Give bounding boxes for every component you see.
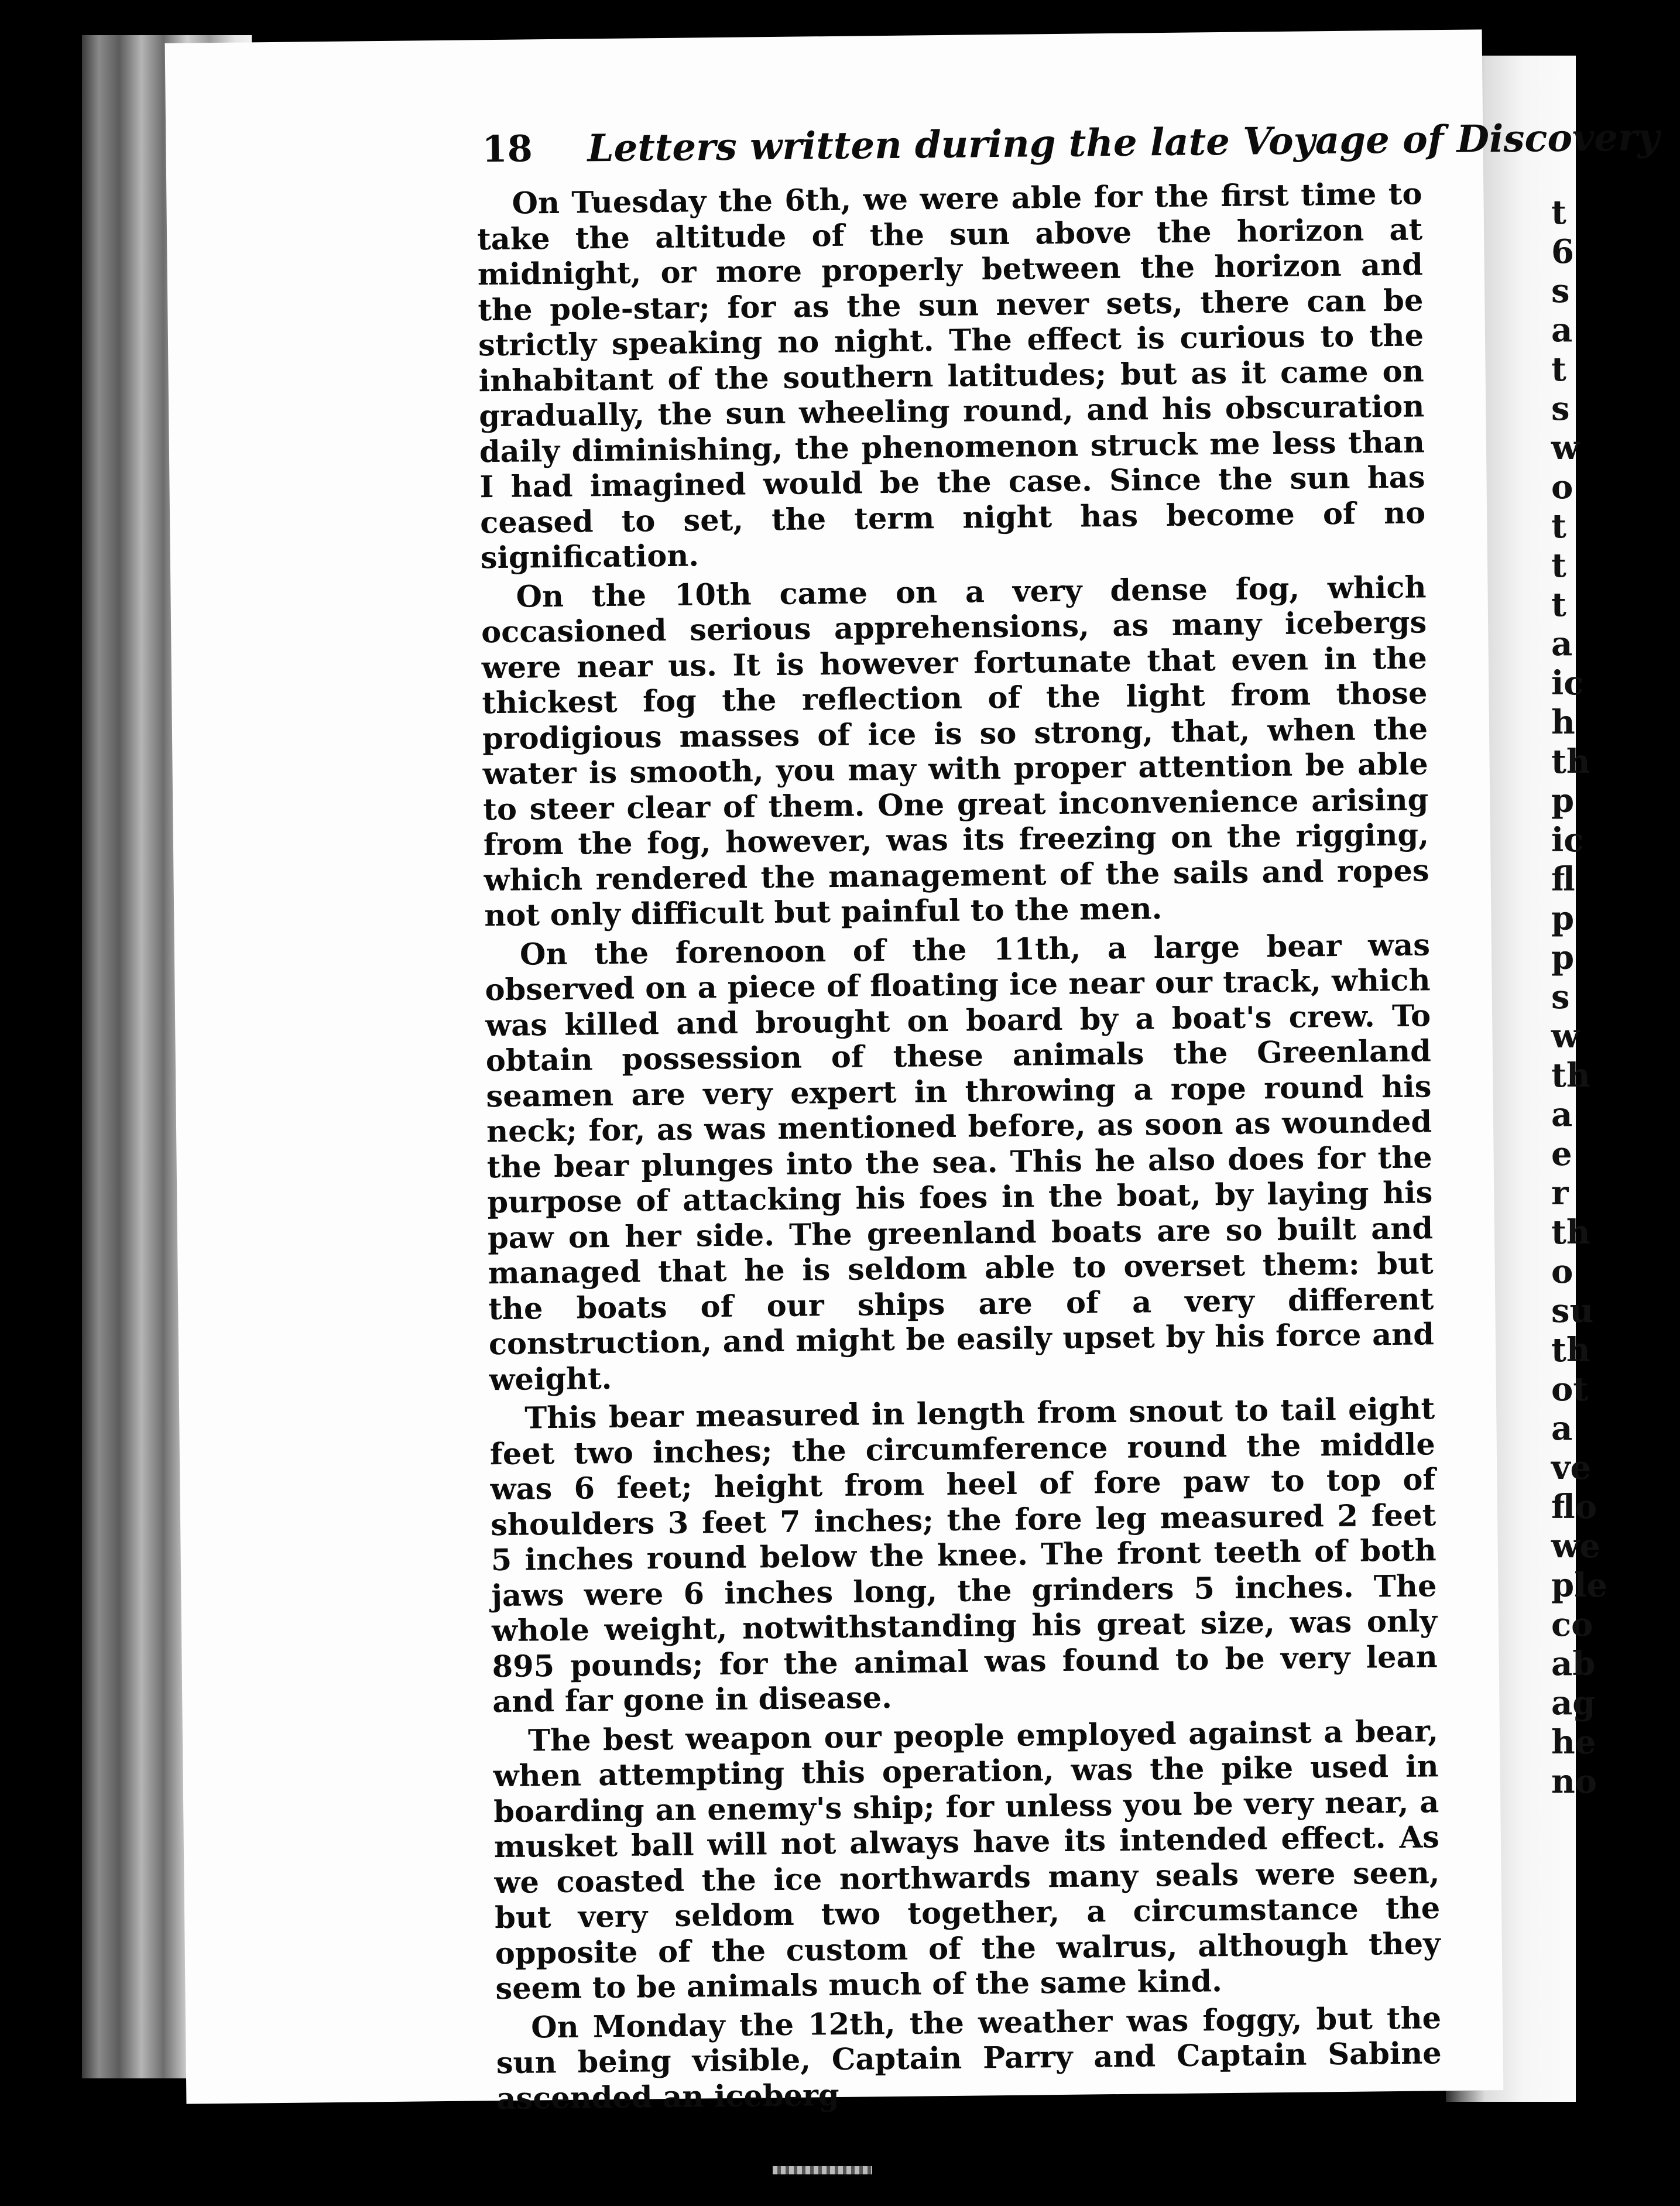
next-page-fragment: th: [1551, 1056, 1590, 1095]
next-page-fragment: a: [1551, 1409, 1573, 1448]
next-page-fragment: h: [1551, 703, 1575, 742]
next-page-fragment: ve: [1551, 1448, 1592, 1487]
next-page-fragment: no: [1551, 1762, 1597, 1801]
next-page-fragment: th: [1551, 1331, 1590, 1369]
next-page-fragment: ic: [1551, 664, 1584, 703]
next-page-fragment: o: [1551, 1252, 1573, 1291]
next-page-fragment: p: [1551, 938, 1575, 977]
next-page-fragment: o: [1551, 468, 1573, 506]
page-number: 18: [482, 127, 533, 171]
next-page-fragment: ab: [1551, 1645, 1596, 1683]
next-page-fragment: su: [1551, 1292, 1594, 1330]
next-page-fragment: fl: [1551, 860, 1575, 899]
next-page-fragment: p: [1551, 899, 1575, 938]
scan-footer-mark: [773, 2166, 872, 2174]
next-page-fragment: t: [1551, 546, 1566, 585]
next-page-fragment: a: [1551, 625, 1573, 663]
next-page-fragment: p: [1551, 782, 1575, 820]
page-header: [482, 115, 1660, 180]
next-page-fragment: ot: [1551, 1370, 1589, 1409]
running-title: Letters written during the late Voyage of Discovery: [587, 115, 1660, 171]
next-page-fragment: ic: [1551, 821, 1584, 859]
next-page-fragment: t: [1551, 507, 1566, 546]
body-text: [476, 176, 1442, 2116]
next-page-fragment: co: [1551, 1605, 1593, 1644]
paragraph: The best weapon our people employed against a bear, when attempting this operation, was the pike used in boarding an enemy's ship; for unless you be very near, a musket ball will not always have its intended effect. As we coasted the ice northwards many seals were seen, but very seldom two together, a circumstance the opposite of the custom of the walrus, although they seem to be animals much of the same kind.: [493, 1713, 1441, 2007]
next-page-fragment: w: [1551, 1017, 1580, 1056]
next-page-fragment: th: [1551, 742, 1590, 781]
paragraph: On Monday the 12th, the weather was foggy, but the sun being visible, Captain Parry and Captain Sabine ascended an iceberg: [496, 2000, 1442, 2116]
book-page: [165, 29, 1660, 2116]
next-page-fragment: 6: [1551, 232, 1574, 271]
next-page-fragment: s: [1551, 978, 1570, 1016]
paragraph: This bear measured in length from snout to tail eight feet two inches; the circumference round the middle was 6 feet; height from heel of fore paw to top of shoulders 3 feet 7 inches; the fore leg measured 2 feet 5 inches round below the knee. The front teeth of both jaws were 6 inches long, the grinders 5 inches. The whole weight, notwithstanding his great size, was only 895 pounds; for the animal was found to be very lean and far gone in disease.: [489, 1391, 1438, 1720]
next-page-fragment: r: [1551, 1174, 1569, 1212]
next-page-fragment: he: [1551, 1723, 1596, 1762]
next-page-fragment: a: [1551, 1095, 1573, 1134]
next-page-fragment: t: [1551, 193, 1566, 232]
paragraph: On the 10th came on a very dense fog, which occasioned serious apprehensions, as many icebergs were near us. It is however fortunate that even in the thickest fog the reflection of the light from those prodigious masses of ice is so strong, that, when the water is smooth, you may with proper attention be able to steer clear of them. One great inconvenience arising from the fog, however, was its freezing on the rigging, which rendered the management of the sails and ropes not only difficult but painful to the men.: [481, 569, 1429, 934]
next-page-fragment: ple: [1551, 1566, 1608, 1605]
next-page-fragment: e: [1551, 1135, 1572, 1173]
next-page-fragment: th: [1551, 1213, 1590, 1252]
next-page-fragment: w: [1551, 429, 1580, 467]
next-page-fragment: ag: [1551, 1684, 1596, 1722]
next-page-fragment: t: [1551, 585, 1566, 624]
next-page-text-fragments: [1551, 193, 1608, 1832]
paragraph: On Tuesday the 6th, we were able for the first time to take the altitude of the sun above the horizon at midnight, or more properly between the horizon and the pole-star; for as the sun never sets, there can be strictly speaking no night. The effect is curious to the inhabitant of the southern latitudes; but as it came on gradually, the sun wheeling round, and his obscuration daily diminishing, the phenomenon struck me less than I had imagined would be the case. Since the sun has ceased to set, the term night has become of no signification.: [476, 176, 1426, 576]
next-page-fragment: s: [1551, 389, 1570, 428]
next-page-fragment: a: [1551, 311, 1573, 350]
paragraph: On the forenoon of the 11th, a large bear was observed on a piece of floating ice near our track, which was killed and brought on board by a boat's crew. To obtain possession of these animals the Greenland seamen are very expert in throwing a rope round his neck; for, as was mentioned before, as soon as wounded the bear plunges into the sea. This he also does for the purpose of attacking his foes in the boat, by laying his paw on her side. The greenland boats are so built and managed that he is seldom able to overset them: but the boats of our ships are of a very different construction, and might be easily upset by his force and weight.: [485, 927, 1435, 1397]
next-page-fragment: s: [1551, 272, 1570, 310]
next-page-fragment: t: [1551, 350, 1566, 389]
next-page-fragment: flo: [1551, 1488, 1597, 1526]
next-page-fragment: we: [1551, 1527, 1600, 1566]
